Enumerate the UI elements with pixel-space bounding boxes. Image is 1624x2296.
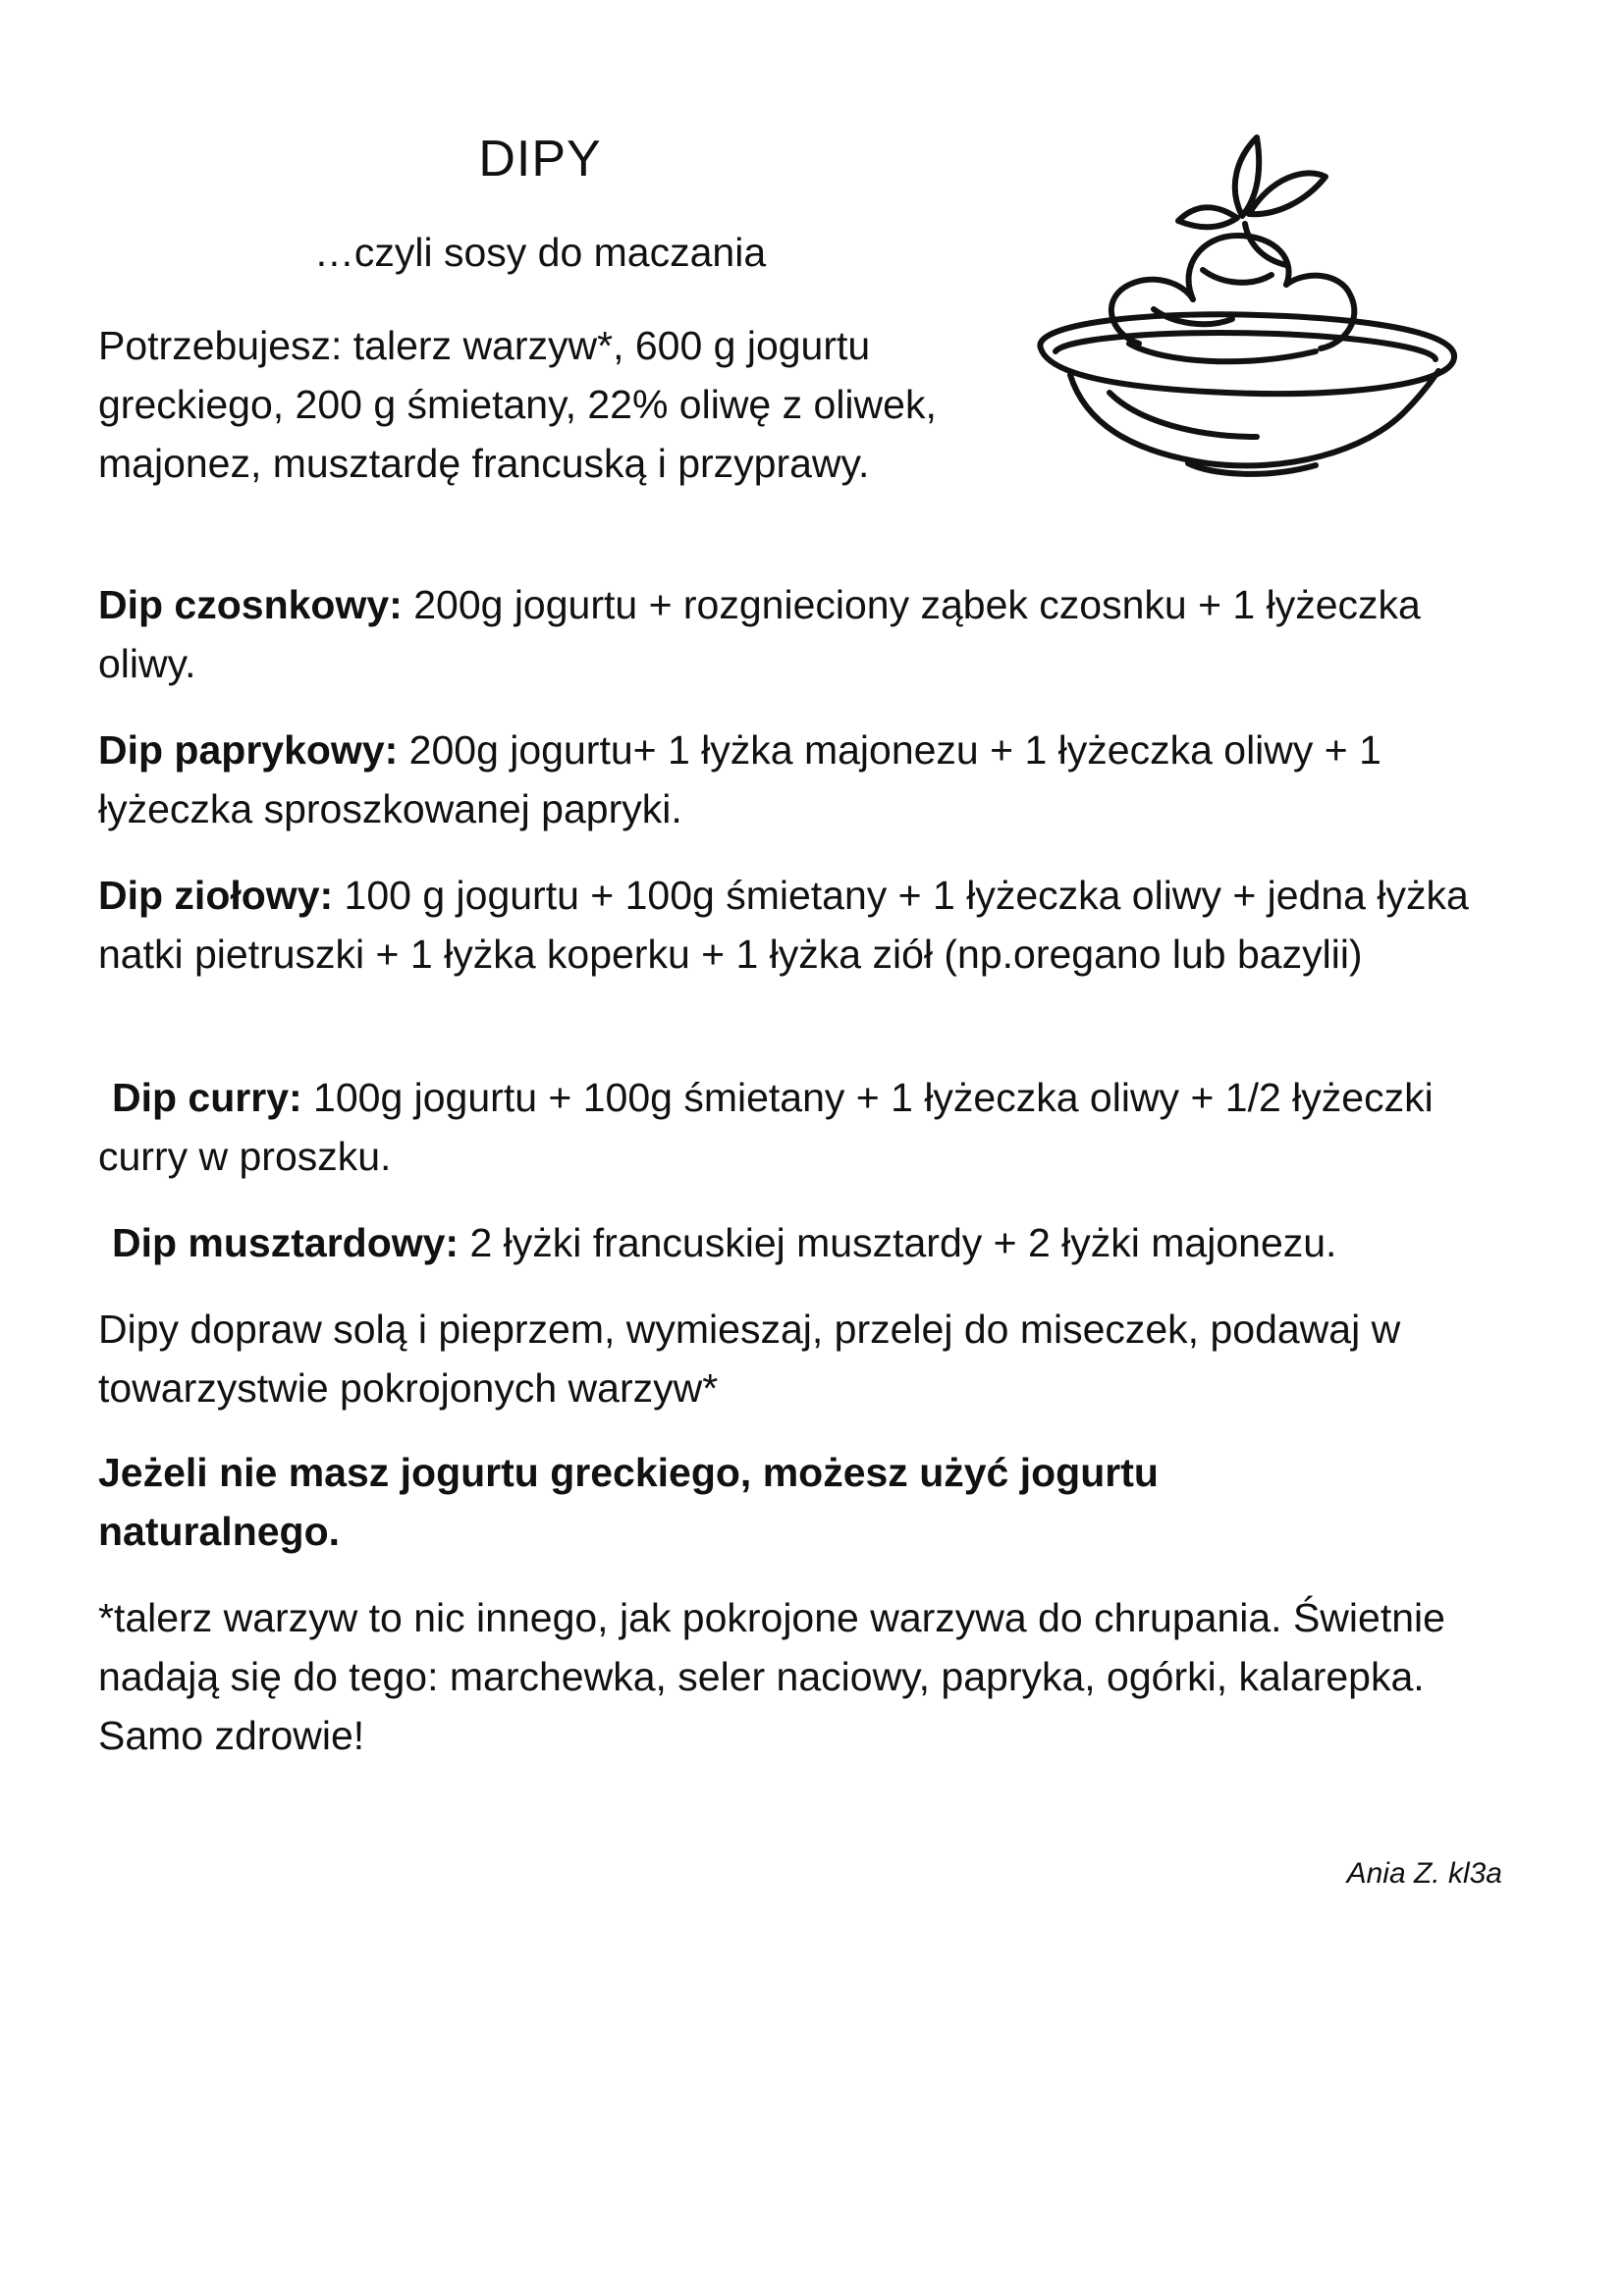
dip-text: 200g jogurtu+ 1 łyżka majonezu + 1 łyżeczka oliwy + 1 łyżeczka sproszkowanej papryki. [98,727,1381,831]
dip-text: 200g jogurtu + rozgnieciony ząbek czosnku + 1 łyżeczka oliwy. [98,582,1421,686]
dip-text: 100 g jogurtu + 100g śmietany + 1 łyżeczka oliwy + jedna łyżka natki pietruszki + 1 łyżka koperku + 1 łyżka ziół (np.oregano lub bazylii) [98,873,1469,977]
dip-czosnkowy [98,575,1512,693]
dip-name: Dip musztardowy: [112,1220,460,1265]
dip-name: Dip curry: [112,1075,302,1120]
dip-name: Dip ziołowy: [98,873,334,918]
page-subtitle: …czyli sosy do maczania [313,230,767,275]
dip-text: 2 łyżki francuskiej musztardy + 2 łyżki majonezu. [459,1220,1337,1265]
dip-curry [98,1068,1512,1186]
dip-name: Dip paprykowy: [98,727,399,773]
dip-text: 100g jogurtu + 100g śmietany + 1 łyżeczka oliwy + 1/2 łyżeczki curry w proszku. [98,1075,1434,1179]
dip-ziolowy [98,866,1512,984]
yogurt-note: Jeżeli nie masz jogurtu greckiego, możesz użyć jogurtu naturalnego. [98,1450,1159,1554]
dip-musztardowy [98,1213,1512,1272]
page-title: DIPY [478,131,602,187]
dip-bowl-icon [992,98,1502,510]
footnote: *talerz warzyw to nic innego, jak pokrojone warzywa do chrupania. Świetnie nadają się do tego: marchewka, seler naciowy, papryka, ogórki, kalarepka. Samo zdrowie! [98,1595,1445,1758]
dip-paprykowy [98,721,1512,838]
ingredients-intro: Potrzebujesz: talerz warzyw*, 600 g jogurtu greckiego, 200 g śmietany, 22% oliwę z oliwek, majonez, musztardę francuską i przyprawy. [98,323,937,486]
seasoning-instructions: Dipy dopraw solą i pieprzem, wymieszaj, przelej do miseczek, podawaj w towarzystwie pokrojonych warzyw* [98,1307,1401,1411]
author-signature: Ania Z. kl3a [1346,1857,1502,1890]
dip-name: Dip czosnkowy: [98,582,403,627]
